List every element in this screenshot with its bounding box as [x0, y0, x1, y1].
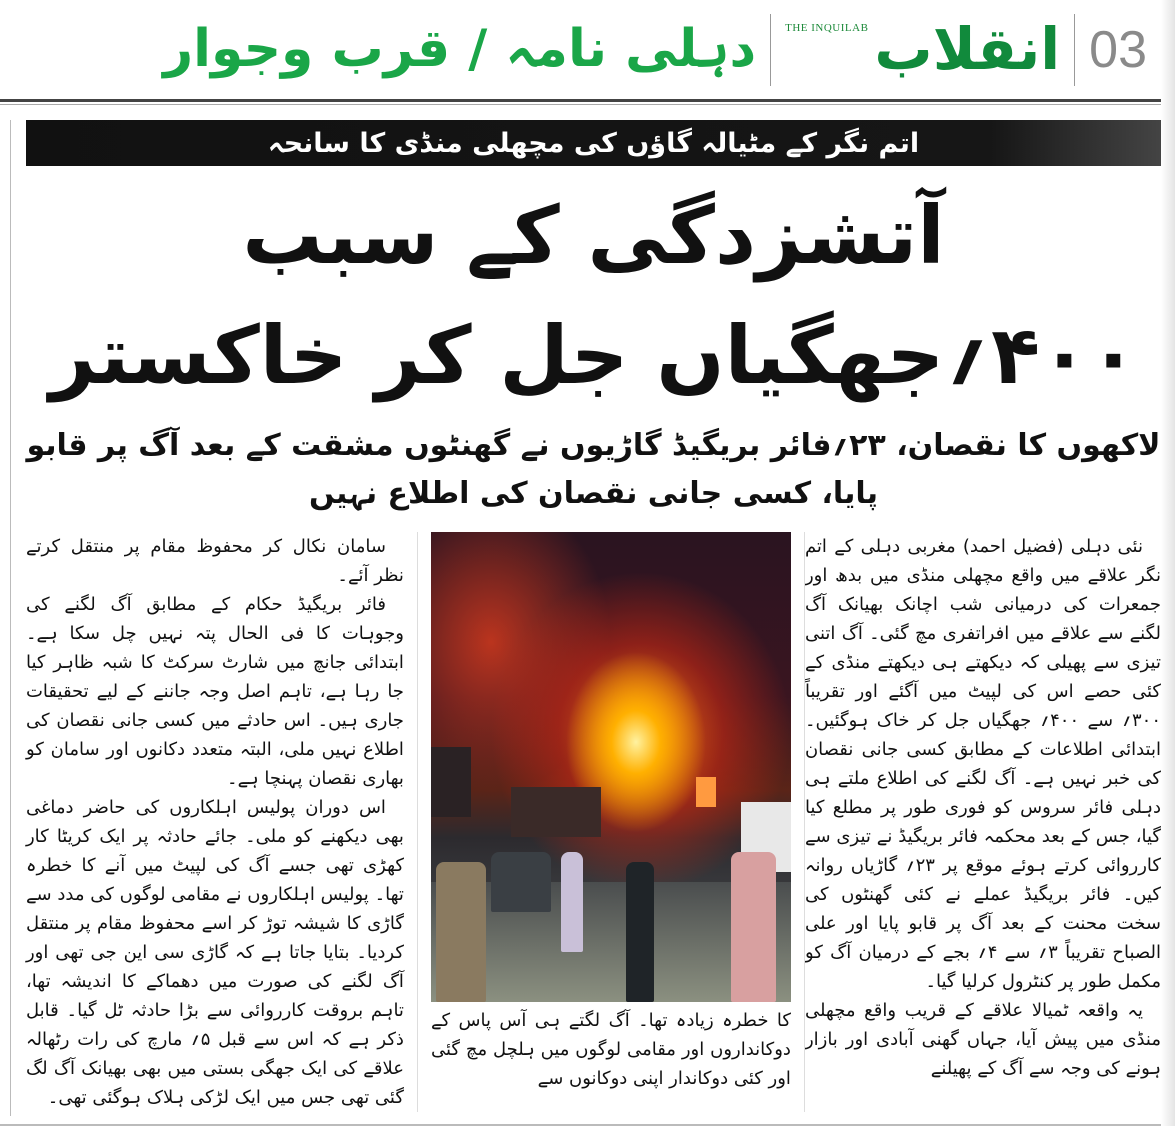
- photo-crowd: [491, 852, 551, 912]
- paragraph: کا خطرہ زیادہ تھا۔ آگ لگتے ہی آس پاس کے دوکانداروں اور مقامی لوگوں میں ہلچل مچ گئی اور کئی دوکاندار اپنی دوکانوں سے: [430, 1010, 791, 1089]
- photo-person: [731, 852, 776, 1002]
- page-number: 03: [1089, 20, 1147, 79]
- column-border: [10, 120, 11, 1116]
- column-divider: [417, 532, 418, 1112]
- article-column-middle-wrap: [431, 532, 791, 1093]
- column-divider: [804, 532, 805, 1112]
- section-title: دہلی نامہ / قرب وجوار: [163, 19, 757, 80]
- paragraph: یہ واقعہ ٹمیالا علاقے کے قریب واقع مچھلی منڈی میں پیش آیا، جہاں گھنی آبادی اور بازار ہونے کی وجہ سے آگ کے پھیلنے: [804, 1000, 1161, 1079]
- logo-urdu: انقلاب: [874, 14, 1061, 83]
- photo-person: [436, 862, 486, 1002]
- article-column-middle: [431, 1006, 791, 1093]
- page-edge-shadow: [1161, 0, 1175, 1126]
- article-photo-fire: [431, 532, 791, 1002]
- newspaper-logo: [785, 12, 1060, 87]
- photo-building: [431, 747, 471, 817]
- article-columns: [26, 532, 1161, 1112]
- photo-person: [561, 852, 583, 952]
- headline: آتشزدگی کے سبب ۴۰۰؍جھگیاں جل کر خاکستر: [49, 189, 1138, 402]
- paragraph: سامان نکال کر محفوظ مقام پر منتقل کرتے نظر آئے۔: [25, 536, 404, 586]
- logo-english: THE INQUILAB: [785, 21, 869, 34]
- article-column-right: [805, 532, 1161, 1083]
- header-divider: [1074, 14, 1075, 86]
- masthead: [0, 0, 1147, 99]
- paragraph: اس دوران پولیس اہلکاروں کی حاضر دماغی بھی دیکھنے کو ملی۔ جائے حادثہ پر ایک کریٹا کار کھڑی تھی جسے آگ کی لپیٹ میں آنے کا خطرہ تھا۔ پولیس اہلکاروں نے مقامی لوگوں کی مدد سے گاڑی کا شیشہ توڑ کر اسے محفوظ مقام پر منتقل کردیا۔ بتایا جاتا ہے کہ گاڑی سی این جی تھی اور آگ لگنے کی صورت میں دھماکے کا اندیشہ تھا، تاہم بروقت کارروائی سے بڑا حادثہ ٹل گیا۔ قابل ذکر ہے کہ اس سے قبل ۵؍ مارچ کی رات رٹھالہ علاقے کی ایک جھگی بستی میں بھی بھیانک آگ لگ گئی تھی جس میں ایک لڑکی ہلاک ہوگئی تھی۔: [25, 797, 404, 1108]
- photo-person: [626, 862, 654, 1002]
- article-column-left: [26, 532, 404, 1112]
- subheadline: لاکھوں کا نقصان، ۲۳؍فائر بریگیڈ گاڑیوں نے گھنٹوں مشقت کے بعد آگ پر قابو پایا، کسی جانی نقصان کی اطلاع نہیں: [26, 428, 1161, 511]
- kicker-bar: [26, 120, 1161, 166]
- paragraph: فائر بریگیڈ حکام کے مطابق آگ لگنے کی وجوہات کا فی الحال پتہ نہیں چل سکا ہے۔ ابتدائی جانچ میں شارٹ سرکٹ کا شبہ ظاہر کیا جا رہا ہے، تاہم اصل وجہ جاننے کے لیے تحقیقات جاری ہیں۔ اس حادثے میں کسی جانی نقصان کی اطلاع نہیں ملی، البتہ متعدد دکانوں اور سامان کو بھاری نقصان پہنچا ہے۔: [25, 594, 404, 789]
- photo-building: [696, 777, 716, 807]
- article: [26, 120, 1161, 1112]
- header-divider: [770, 14, 771, 86]
- kicker-text: اتم نگر کے مٹیالہ گاؤں کی مچھلی منڈی کا سانحہ: [267, 127, 920, 159]
- header-rule-thin: [0, 104, 1175, 105]
- header-rule: [0, 99, 1175, 102]
- paragraph: نئی دہلی (فضیل احمد) مغربی دہلی کے اتم نگر علاقے میں واقع مچھلی منڈی میں بدھ اور جمعرات کی درمیانی شب اچانک بھیانک آگ لگنے سے علاقے میں افراتفری مچ گئی۔ آگ اتنی تیزی سے پھیلی کہ دیکھتے ہی دیکھتے منڈی کے کئی حصے اس کی لپیٹ میں آگئے اور تقریباً ۳۰۰؍ سے ۴۰۰؍ جھگیاں جل کر خاک ہوگئیں۔ ابتدائی اطلاعات کے مطابق کسی جانی نقصان کی خبر نہیں ہے۔ آگ لگنے کی اطلاع ملتے ہی دہلی فائر سروس کو فوری طور پر مطلع کیا گیا، جس کے بعد محکمہ فائر بریگیڈ نے تیزی سے کارروائی کرتے ہوئے موقع پر ۲۳؍ گاڑیاں روانہ کیں۔ فائر بریگیڈ عملے نے کئی گھنٹوں کی سخت محنت کے بعد آگ پر قابو پایا اور علی الصباح تقریباً ۳؍ سے ۴؍ بجے کے درمیان آگ کو مکمل طور پر کنٹرول کرلیا گیا۔: [804, 536, 1162, 992]
- photo-building: [511, 787, 601, 837]
